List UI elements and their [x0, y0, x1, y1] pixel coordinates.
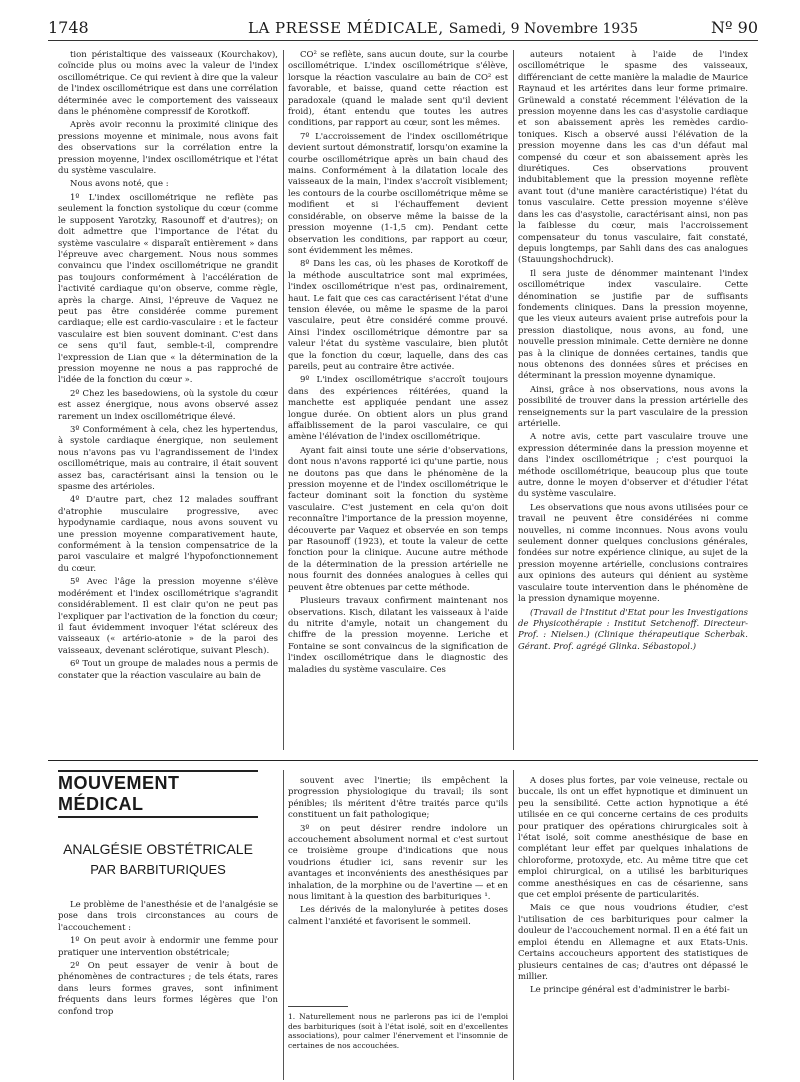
paragraph: Les dérivés de la malonylurée à petites doses calment l'anxiété et favorisent le sommeil.: [288, 905, 508, 927]
article-title: ANALGÉSIE OBSTÉTRICALE: [63, 841, 253, 857]
paragraph: 8º Dans les cas, où les phases de Korotkoff de la méthode auscultatrice sont mal exprimées, l'index oscillométrique n'est pas, ordinairement, haut. Le fait que ces cas caractérisent l'état d'une tension élevée, ou même le spasme de la paroi vasculaire, peut être considéré comme prouvé. Ainsi l'index oscillométrique démontre par sa valeur l'état du système vasculaire, bien plutôt que la fonction du cœur, laquelle, dans des cas pareils, peut au contraire être activée.: [288, 259, 508, 372]
paragraph: Le principe général est d'administrer le barbi-: [530, 985, 730, 996]
page-number: 1748: [48, 18, 89, 37]
paragraph: 6º Tout un groupe de malades nous a permis de constater que la réaction vasculaire au bain de: [58, 659, 278, 681]
bottom-column-2: [288, 776, 508, 976]
section-title: MOUVEMENT MÉDICAL: [58, 773, 180, 814]
issue-date: Samedi, 9 Novembre 1935: [448, 21, 639, 37]
paragraph: auteurs notaient à l'aide de l'index oscillométrique le spasme des vaisseaux, différenciant de cette manière la maladie de Maurice Raynaud et les artérites dans leur forme primaire. Grünewald a constaté récemment l'élévation de la pression moyenne dans les cas d'asystolie cardiaque et son abaissement après les remèdes cardio-toniques. Kisch a observé aussi l'élévation de la pression moyenne dans les cas d'un défaut mal compensé du cœur et son abaissement après les diurétiques. Ces observations prouvent indubitablement que la pression moyenne reflète avant tout (d'une manière caractéristique) l'état du tonus vasculaire. Cette pression moyenne s'élève dans les cas d'asystolie, caractérisant ainsi, non pas la faiblesse du cœur, mais l'accroissement compensateur du tonus vasculaire, fait constaté, depuis longtemps, par Sahli dans des cas analogues (Stauungshochdruck).: [518, 50, 748, 266]
journal-name: LA PRESSE MÉDICALE,: [248, 19, 444, 37]
paragraph: 3º on peut désirer rendre indolore un accouchement absolument normal et c'est surtout ce troisième groupe d'indications que nous voudrions étudier ici, sans revenir sur les avantages et inconvénients des anesthésiques par inhalation, de la morphine ou de l'avertine — et en nous limitant à la question des barbituriques ¹.: [288, 823, 508, 903]
paragraph: Plusieurs travaux confirment maintenant nos observations. Kisch, dilatant les vaisseaux à l'aide du nitrite d'amyle, notait un changement du chiffre de la pression moyenne. Leriche et Fontaine se sont convaincus de la signification de l'index oscillométrique dans le diagnostic des maladies du système vasculaire. Ces: [288, 596, 508, 675]
paragraph: A doses plus fortes, par voie veineuse, rectale ou buccale, ils ont un effet hypnotique et diminuent un peu la sensibilité. Cette action hypnotique a été utilisée en ce qui concerne certains de ces produits pour pratiquer des opérations chirurgicales soit à l'état isolé, soit comme anesthésique de base en complétant leur effet par quelques inhalations de chloroforme, protoxyde, etc. Au même titre que cet emploi chirurgical, on a utilisé les barbituriques comme anesthésiques en cas de césarienne, sans que cet emploi présente de particularités.: [518, 776, 748, 901]
credit-note: (Travail de l'Institut d'Etat pour les Investigations de Physicothérapie : Institut Setchenoff. Directeur-Prof. : Nielsen.) (Clinique thérapeutique Scherbak. Gérant. Prof. agrégé Glinka. Sébastopol.): [518, 607, 748, 652]
column-divider: [283, 50, 284, 750]
paragraph: Nous avons noté, que :: [70, 179, 169, 190]
bottom-column-1: [58, 900, 278, 1080]
column-divider: [513, 770, 514, 1080]
section-separator: [48, 760, 758, 761]
bottom-column-3: [518, 776, 748, 1080]
paragraph: Ayant fait ainsi toute une série d'observations, dont nous n'avons rapporté ici qu'une partie, nous ne doutons pas que dans le phénomène de la pression moyenne et de l'index oscillométrique le facteur dominant soit la fonction du système vasculaire. C'est justement en cela qu'on doit reconnaître l'importance de la pression moyenne, découverte par Vaquez et observée en son temps par Rasounoff (1923), et toute la valeur de cette fonction pour la clinique. Aucune autre méthode de la détermination de la pression artérielle ne nous fournit des données analogues à celles qui peuvent être obtenues par cette méthode.: [288, 445, 508, 593]
paragraph: Mais ce que nous voudrions étudier, c'est l'utilisation de ces barbituriques pour calmer la douleur de l'accouchement normal. Il en a été fait un emploi étendu en Allemagne et aux Etats-Unis. Certains accoucheurs apportent des statistiques de plusieurs centaines de cas; d'autres ont dépassé le millier.: [518, 903, 748, 982]
paragraph: Il sera juste de dénommer maintenant l'index oscillométrique index vasculaire. Cette dénomination se justifie par de suffisants fondements cliniques. Dans la pression moyenne, que les vieux auteurs avaient prise autrefois pour la pression diastolique, nous avons, au fond, une nouvelle pression minimale. Cette dernière ne donne pas à la clinique de données certaines, tandis que nous obtenons des données sûres et précises en déterminant la pression moyenne dynamique.: [518, 268, 748, 382]
paragraph: 5º Avec l'âge la pression moyenne s'élève modérément et l'index oscillométrique s'agrandit considérablement. Il est clair qu'on ne peut pas l'expliquer par l'activation de la fonction du cœur; il faut évidemment invoquer l'état scléreux des vaisseaux (« artério-atonie » de la paroi des vaisseaux, devenant sclérotique, suivant Plesch).: [58, 577, 278, 656]
issue-number: Nº 90: [711, 18, 758, 37]
paragraph: 3º Conformément à cela, chez les hypertendus, à systole cardiaque énergique, non seulement nous n'avons pas vu l'agrandissement de l'index oscillométrique, mais au contraire, il était souvent assez bas, caractérisant ainsi la tension ou le spasme des artérioles.: [58, 425, 278, 493]
top-column-2: [288, 50, 508, 750]
section-box: [58, 770, 258, 818]
paragraph: CO² se reflète, sans aucun doute, sur la courbe oscillométrique. L'index oscillométrique s'élève, lorsque la réaction vasculaire au bain de CO² est favorable, et baisse, quand cette réaction est paradoxale (quand le malade sent qu'il devient froid), étant entendu que toutes les autres conditions, par rapport au cœur, sont les mêmes.: [288, 50, 508, 129]
footnote-rule: [288, 1006, 348, 1007]
column-divider: [283, 770, 284, 1080]
paragraph: A notre avis, cette part vasculaire trouve une expression déterminée dans la pression moyenne et dans l'index oscillométrique ; c'est pourquoi la méthode oscillométrique, beaucoup plus que toute autre, donne le moyen d'observer et d'étudier l'état du système vasculaire.: [518, 432, 748, 500]
paragraph: 9º L'index oscillométrique s'accroît toujours dans des expériences réitérées, quand la manchette est appliquée pendant une assez longue durée. On obtient alors un plus grand affaiblissement de la paroi vasculaire, ce qui amène l'élévation de l'index oscillométrique.: [288, 375, 508, 443]
paragraph: 4º D'autre part, chez 12 malades souffrant d'atrophie musculaire progressive, avec hypodynamie cardiaque, nous avons souvent vu une pression moyenne comparativement haute, conformément à la tension compensatrice de la paroi vasculaire et malgré l'hypofonctionnement du cœur.: [58, 495, 278, 574]
journal-title: [248, 18, 638, 37]
paragraph: Ainsi, grâce à nos observations, nous avons la possibilité de trouver dans la pression artérielle des renseignements sur la part vasculaire de la pression artérielle.: [518, 384, 748, 429]
paragraph: 2º On peut essayer de venir à bout de phénomènes de contractures ; de tels états, rares dans leurs formes graves, sont infiniment fréquents dans leurs formes légères que l'on confond trop: [58, 961, 278, 1017]
paragraph: souvent avec l'inertie; ils empêchent la progression physiologique du travail; ils sont pénibles; ils méritent d'être traités parce qu'ils constituent un fait pathologique;: [288, 776, 508, 821]
column-divider: [513, 50, 514, 750]
paragraph: Les observations que nous avons utilisées pour ce travail ne peuvent être considérées ni comme nouvelles, ni comme inconnues. Nous avons voulu seulement donner quelques conclusions générales, fondées sur notre expérience clinique, au sujet de la pression moyenne artérielle, conclusions contraires aux opinions des auteurs qui dénient au système vasculaire toute intervention dans le phénomène de la pression dynamique moyenne.: [518, 502, 748, 605]
footnote: 1. Naturellement nous ne parlerons pas ici de l'emploi des barbituriques (soit à l'état isolé, soit en d'excellentes associations), pour calmer l'énervement et l'insomnie de certaines de nos accouchées.: [288, 1012, 508, 1050]
page-header: [48, 14, 758, 41]
paragraph: Le problème de l'anesthésie et de l'analgésie se pose dans trois circonstances au cours de l'accouchement :: [58, 900, 278, 933]
paragraph: Après avoir reconnu la proximité clinique des pressions moyenne et minimale, nous avons fait des observations sur la corrélation entre la pression moyenne, l'index oscillométrique et l'état du système vasculaire.: [58, 120, 278, 177]
top-column-1: [58, 50, 278, 750]
paragraph: tion péristaltique des vaisseaux (Kourchakov), coïncide plus ou moins avec la valeur de l'index oscillométrique. Ce qui revient à dire que la valeur de l'index oscillométrique est dans une corrélation déterminée avec le comportement des vaisseaux dans le phénomène compressif de Korotkoff.: [58, 50, 278, 118]
paragraph: 7º L'accroissement de l'index oscillométrique devient surtout démonstratif, lorsqu'on examine la courbe oscillométrique après un bain chaud des mains. Conformément à la dilatation locale des vaisseaux de la main, l'index s'accroît visiblement; les contours de la courbe oscillométrique même se modifient et si l'échauffement devient considérable, on observe même la baisse de la pression moyenne (1-1,5 cm). Pendant cette observation les conditions, par rapport au cœur, sont évidemment les mêmes.: [288, 131, 508, 256]
paragraph: 1º On peut avoir à endormir une femme pour pratiquer une intervention obstétricale;: [58, 936, 278, 958]
paragraph: 1º L'index oscillométrique ne reflète pas seulement la fonction systolique du cœur (comme le supposent Yarotzky, Rasounoff et d'autres); on doit admettre que l'importance de l'état du système vasculaire « disparaît entièrement » dans l'épreuve avec chargement. Nous nous sommes convaincu que l'index oscillométrique ne grandit pas toujours conformément à l'accélération de l'activité cardiaque qu'on observe, comme règle, après la charge. Ainsi, l'épreuve de Vaquez ne peut pas être considérée comme purement cardiaque; elle est cardio-vasculaire : et le facteur vasculaire est bien souvent dominant. C'est dans ce sens qu'il faut, semble-t-il, comprendre l'expression de Lian que « la détermination de la pression moyenne ne nous a pas rapproché de l'idée de la fonction du cœur ».: [58, 192, 278, 386]
article-subtitle: PAR BARBITURIQUES: [90, 862, 226, 877]
paragraph: 2º Chez les basedowiens, où la systole du cœur est assez énergique, nous avons observé assez rarement un index oscillométrique élevé.: [58, 388, 278, 422]
top-column-3: [518, 50, 748, 750]
